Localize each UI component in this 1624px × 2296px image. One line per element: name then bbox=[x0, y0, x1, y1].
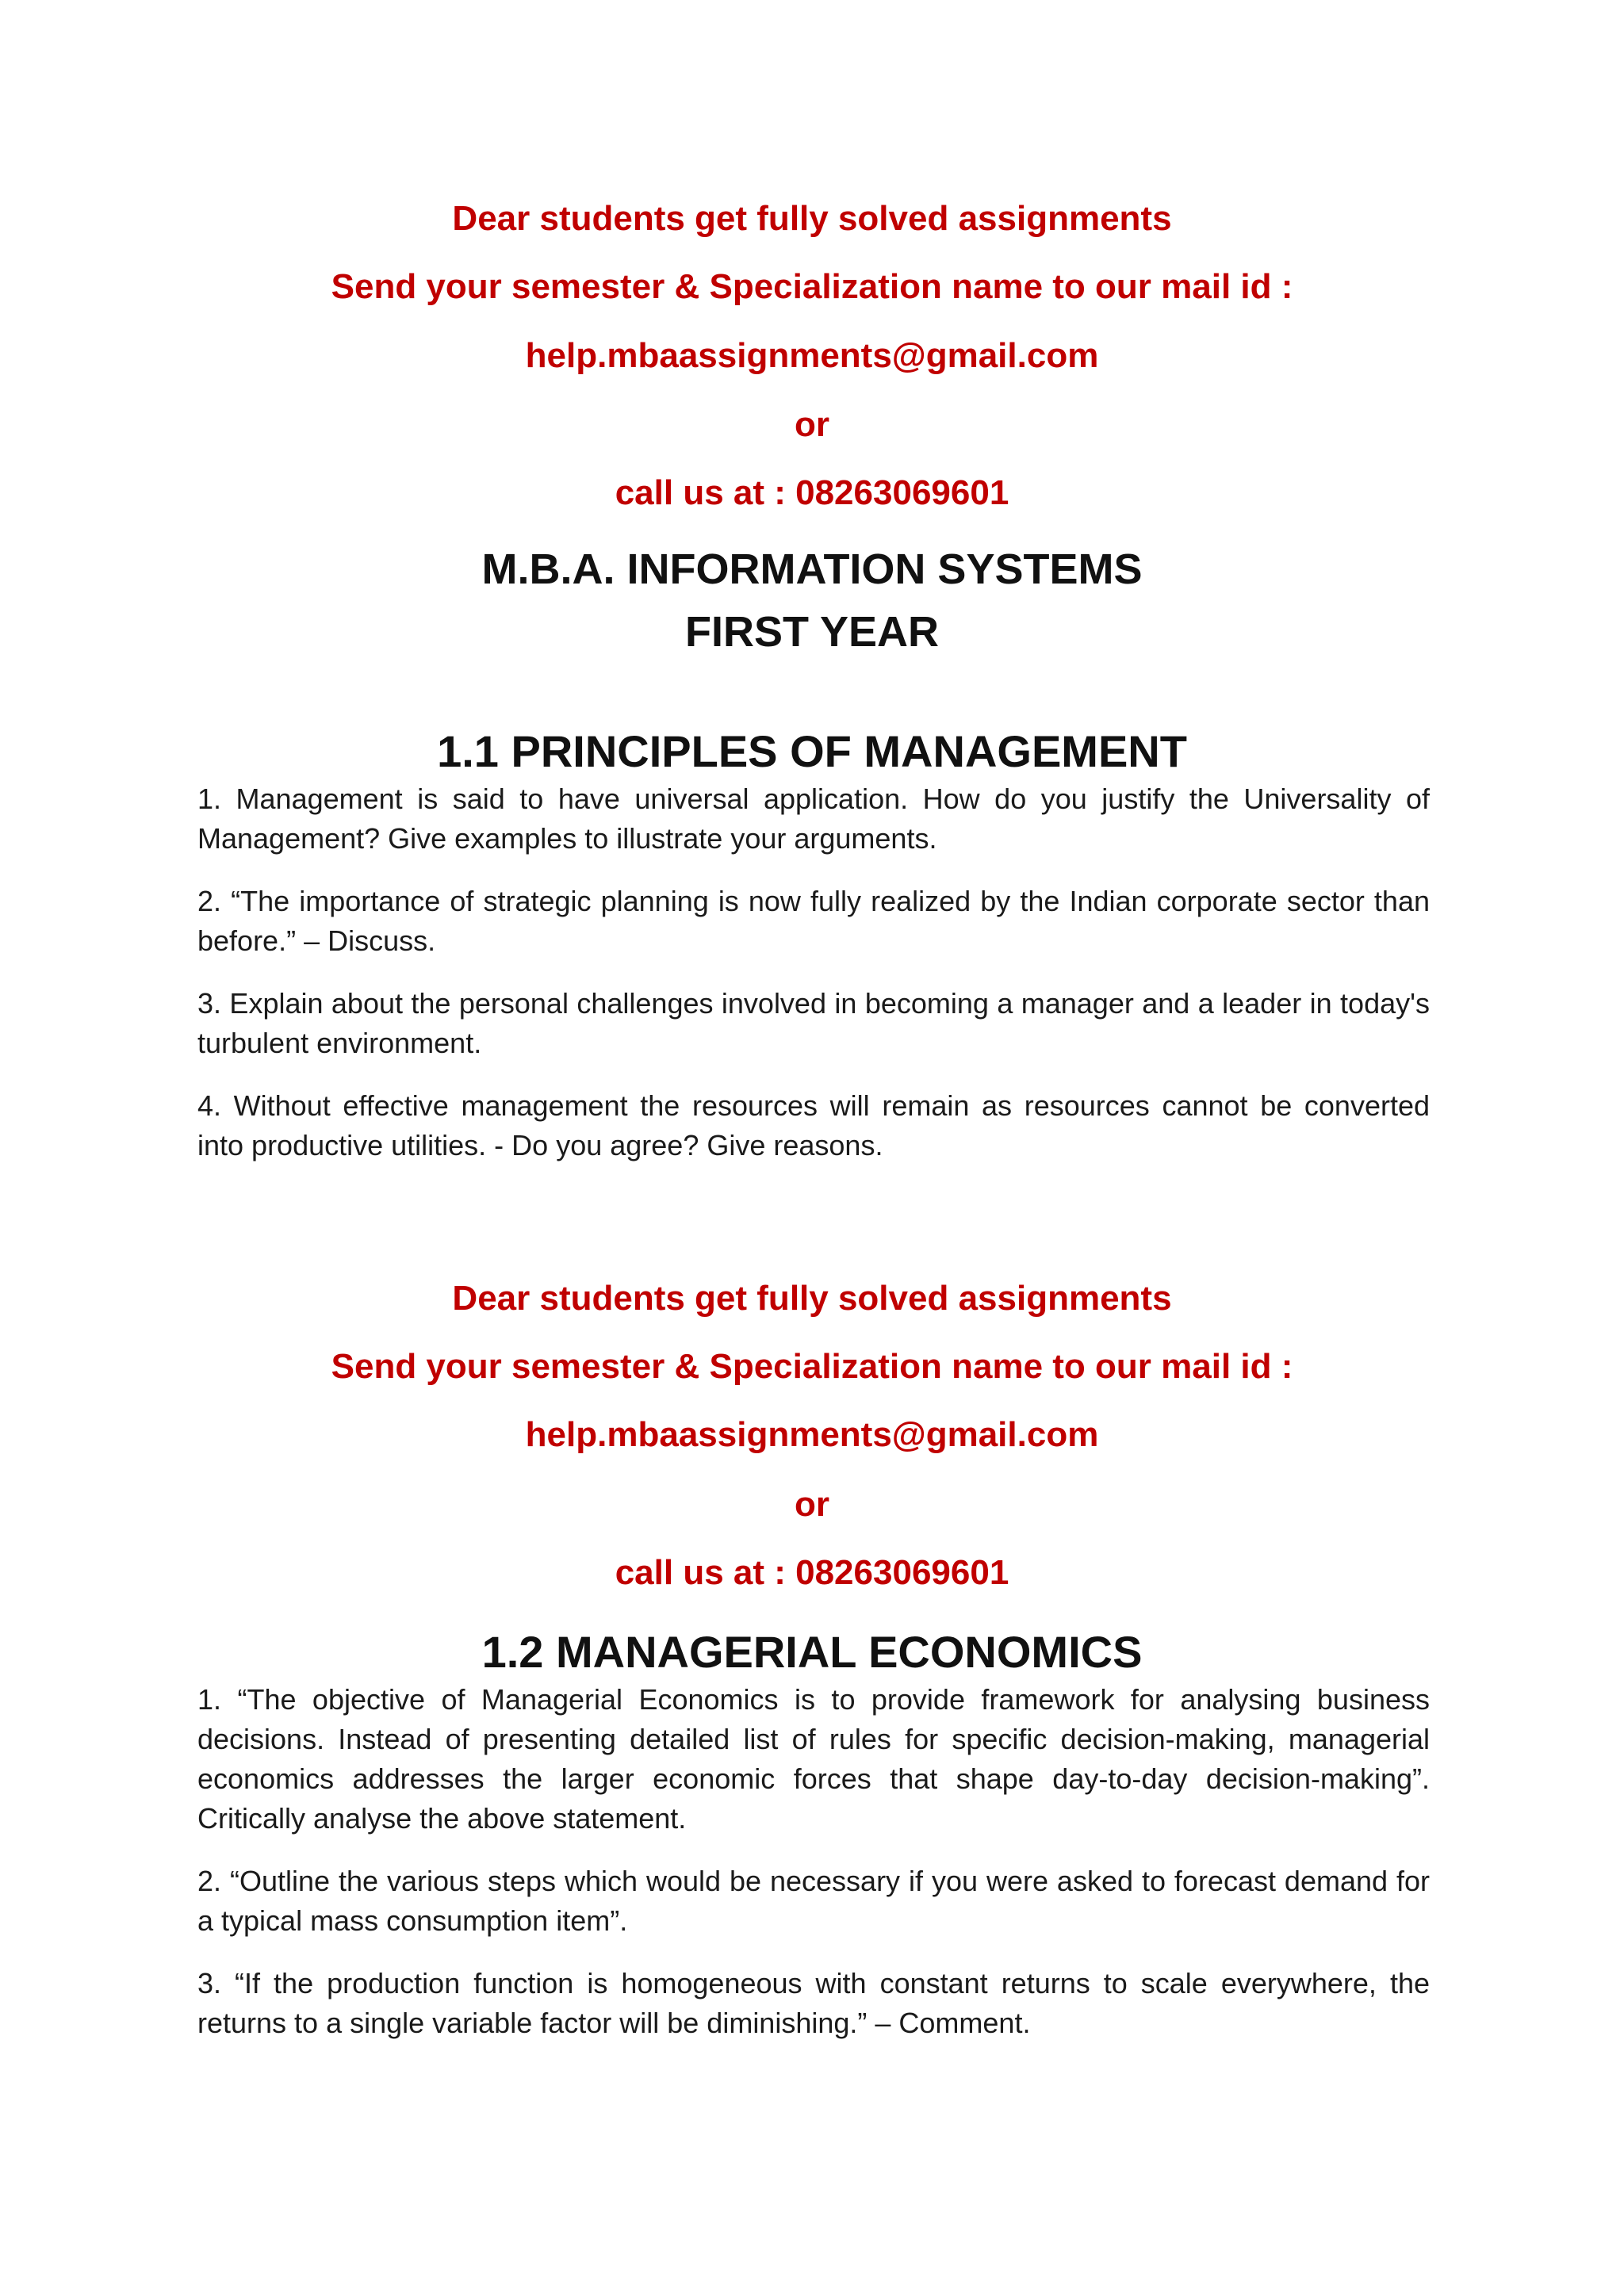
question-item: 2. “Outline the various steps which would be necessary if you were asked to forecast demand for a typical mass consumption item”. bbox=[197, 1865, 1430, 1937]
question-item: 3. “If the production function is homogeneous with constant returns to scale everywhere, the returns to a single variable factor will be diminishing.” – Comment. bbox=[197, 1967, 1430, 2039]
promo-phone: call us at : 08263069601 bbox=[615, 1553, 1009, 1592]
promo-headline: Dear students get fully solved assignments bbox=[452, 1279, 1172, 1318]
question-item: 2. “The importance of strategic planning is now fully realized by the Indian corporate sector than before.” – Discuss. bbox=[197, 885, 1430, 957]
promo-email: help.mbaassignments@gmail.com bbox=[525, 336, 1099, 375]
promo-instruction: Send your semester & Specialization name to our mail id : bbox=[331, 1347, 1293, 1386]
promo-headline: Dear students get fully solved assignments bbox=[452, 199, 1172, 238]
promo-instruction: Send your semester & Specialization name to our mail id : bbox=[331, 267, 1293, 306]
question-item: 1. “The objective of Managerial Economics is to provide framework for analysing business decisions. Instead of presenting detailed list of rules for specific decision-making, managerial economics addresses the larger economic forces that shape day-to-day decision-making”. Critically analyse the above statement. bbox=[197, 1683, 1430, 1835]
section-heading-principles-of-management: 1.1 PRINCIPLES OF MANAGEMENT bbox=[437, 726, 1187, 776]
promo-or: or bbox=[795, 1485, 829, 1524]
question-item: 1. Management is said to have universal application. How do you justify the Universality of Management? Give examples to illustrate your arguments. bbox=[197, 783, 1430, 855]
promo-phone: call us at : 08263069601 bbox=[615, 473, 1009, 512]
question-item: 3. Explain about the personal challenges involved in becoming a manager and a leader in today's turbulent environment. bbox=[197, 987, 1430, 1059]
section-heading-managerial-economics: 1.2 MANAGERIAL ECONOMICS bbox=[481, 1627, 1143, 1677]
promo-email: help.mbaassignments@gmail.com bbox=[525, 1415, 1099, 1454]
promo-or: or bbox=[795, 405, 829, 444]
question-item: 4. Without effective management the resources will remain as resources cannot be converted into productive utilities. - Do you agree? Give reasons. bbox=[197, 1089, 1430, 1161]
course-year: FIRST YEAR bbox=[684, 608, 940, 656]
course-title: M.B.A. INFORMATION SYSTEMS bbox=[481, 545, 1143, 593]
